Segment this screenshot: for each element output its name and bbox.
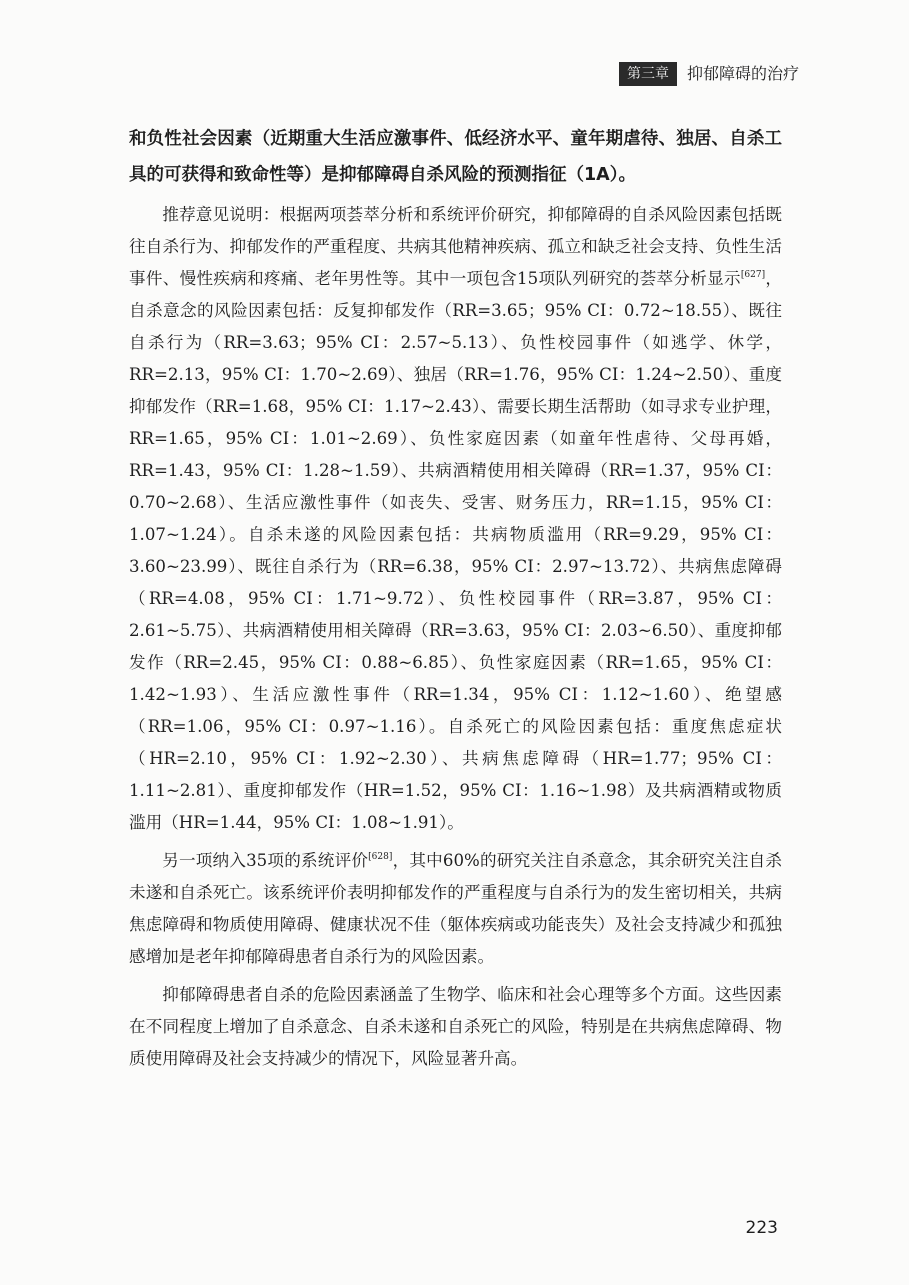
review-text-2: ，其中60%的研究关注自杀意念，其余研究关注自杀未遂和自杀死亡。该系统评价表明抑郁发作的严重程度与自杀行为的发生密切相关，共病焦虑障碍和物质使用障碍、健康状况不佳（躯体疾病或功能丧失）及社会支持减少和孤独感增加是老年抑郁障碍患者自杀行为的风险因素。	[129, 851, 782, 966]
page-number: 223	[745, 1218, 778, 1238]
review-text-1: 另一项纳入35项的系统评价	[162, 851, 369, 870]
main-content	[129, 121, 782, 1075]
running-header	[619, 62, 799, 86]
chapter-label: 第三章	[619, 62, 677, 86]
explanation-text-2: ，自杀意念的风险因素包括：反复抑郁发作（RR=3.65；95% CI：0.72~18.55）、既往自杀行为（RR=3.63；95% CI：2.57~5.13）、负性校园事件（如逃学、休学，RR=2.13，95% CI：1.70~2.69）、独居（RR=1.76，95% CI：1.24~2.50）、重度抑郁发作（RR=1.68，95% CI：1.17~2.43）、需要长期生活帮助（如寻求专业护理，RR=1.65，95% CI：1.01~2.69）、负性家庭因素（如童年性虐待、父母再婚，RR=1.43，95% CI：1.28~1.59）、共病酒精使用相关障碍（RR=1.37，95% CI：0.70~2.68）、生活应激性事件（如丧失、受害、财务压力，RR=1.15，95% CI：1.07~1.24）。自杀未遂的风险因素包括：共病物质滥用（RR=9.29，95% CI：3.60~23.99）、既往自杀行为（RR=6.38，95% CI：2.97~13.72）、共病焦虑障碍（RR=4.08，95% CI：1.71~9.72）、负性校园事件（RR=3.87，95% CI：2.61~5.75）、共病酒精使用相关障碍（RR=3.63，95% CI：2.03~6.50）、重度抑郁发作（RR=2.45，95% CI：0.88~6.85）、负性家庭因素（RR=1.65，95% CI：1.42~1.93）、生活应激性事件（RR=1.34，95% CI：1.12~1.60）、绝望感（RR=1.06，95% CI：0.97~1.16）。自杀死亡的风险因素包括：重度焦虑症状（HR=2.10，95% CI：1.92~2.30）、共病焦虑障碍（HR=1.77；95% CI：1.11~2.81）、重度抑郁发作（HR=1.52，95% CI：1.16~1.98）及共病酒精或物质滥用（HR=1.44，95% CI：1.08~1.91）。	[129, 269, 782, 832]
recommendation-paragraph: 和负性社会因素（近期重大生活应激事件、低经济水平、童年期虐待、独居、自杀工具的可获得和致命性等）是抑郁障碍自杀风险的预测指征（1A）。	[129, 129, 782, 185]
explanation-text-1: 推荐意见说明：根据两项荟萃分析和系统评价研究，抑郁障碍的自杀风险因素包括既往自杀行为、抑郁发作的严重程度、共病其他精神疾病、孤立和缺乏社会支持、负性生活事件、慢性疾病和疼痛、老年男性等。其中一项包含15项队列研究的荟萃分析显示	[129, 205, 782, 288]
citation-628: [628]	[368, 852, 393, 862]
section-title: 抑郁障碍的治疗	[686, 64, 799, 83]
explanation-paragraph	[129, 199, 782, 839]
systematic-review-paragraph	[129, 845, 782, 973]
summary-paragraph: 抑郁障碍患者自杀的危险因素涵盖了生物学、临床和社会心理等多个方面。这些因素在不同程度上增加了自杀意念、自杀未遂和自杀死亡的风险，特别是在共病焦虑障碍、物质使用障碍及社会支持减少的情况下，风险显著升高。	[129, 985, 782, 1068]
citation-627: [627]	[740, 270, 766, 280]
